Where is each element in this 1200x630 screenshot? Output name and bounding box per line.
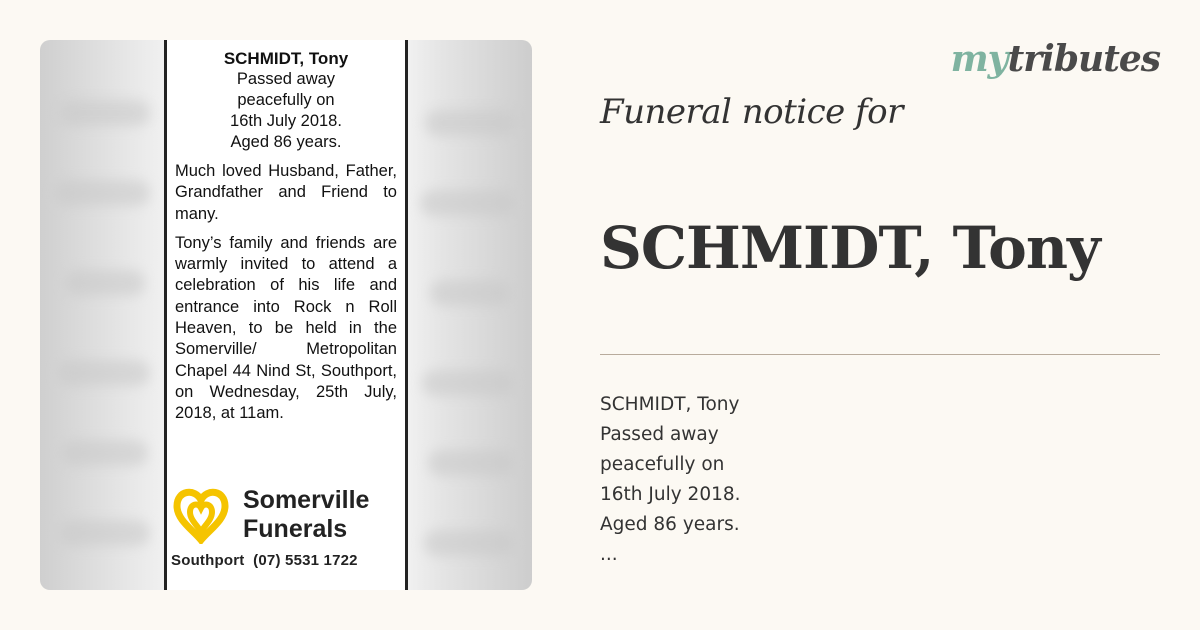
divider — [600, 354, 1160, 355]
brand-part-my: my — [950, 38, 1008, 80]
notice-intro-line: 16th July 2018. — [230, 112, 342, 130]
funeral-home-name-line2: Funerals — [243, 515, 348, 543]
funeral-home-name-line1: Somerville — [243, 486, 370, 514]
funeral-home-logo — [171, 484, 401, 544]
notice-intro-line: peacefully on — [237, 91, 335, 109]
mytributes-logo[interactable] — [951, 38, 1160, 80]
funeral-home-name — [243, 486, 369, 544]
excerpt-line: SCHMIDT, Tony — [600, 394, 740, 415]
notice-image-panel — [40, 40, 532, 590]
notice-intro — [173, 69, 399, 153]
notice-paragraph-service: Tony’s family and friends are warmly invited to attend a celebration of his life and entrance into Rock n Roll Heaven, to be held in the Somerville/ Metropolitan Chapel 44 Nind St, Southport, on Wednesday, 25th July, 2018, at 11am. — [175, 233, 397, 423]
excerpt-line: peacefully on — [600, 454, 725, 475]
notice-name: SCHMIDT, Tony — [223, 49, 349, 68]
page-title: SCHMIDT, Tony — [600, 214, 1100, 282]
page-subtitle: Funeral notice for — [600, 92, 903, 132]
excerpt-line: Aged 86 years. — [600, 514, 740, 535]
notice-paragraph-family: Much loved Husband, Father, Grandfather and Friend to many. — [175, 162, 397, 223]
funeral-notice — [164, 40, 408, 590]
excerpt-line: 16th July 2018. — [600, 484, 741, 505]
excerpt-ellipsis: ... — [600, 544, 618, 565]
notice-intro-line: Aged 86 years. — [230, 133, 342, 151]
notice-excerpt — [600, 390, 741, 570]
heart-logo-icon — [171, 484, 231, 544]
excerpt-line: Passed away — [600, 424, 719, 445]
notice-intro-line: Passed away — [236, 70, 336, 88]
funeral-home-phone: Southport (07) 5531 1722 — [171, 552, 358, 569]
brand-part-tributes: tributes — [1007, 38, 1160, 80]
